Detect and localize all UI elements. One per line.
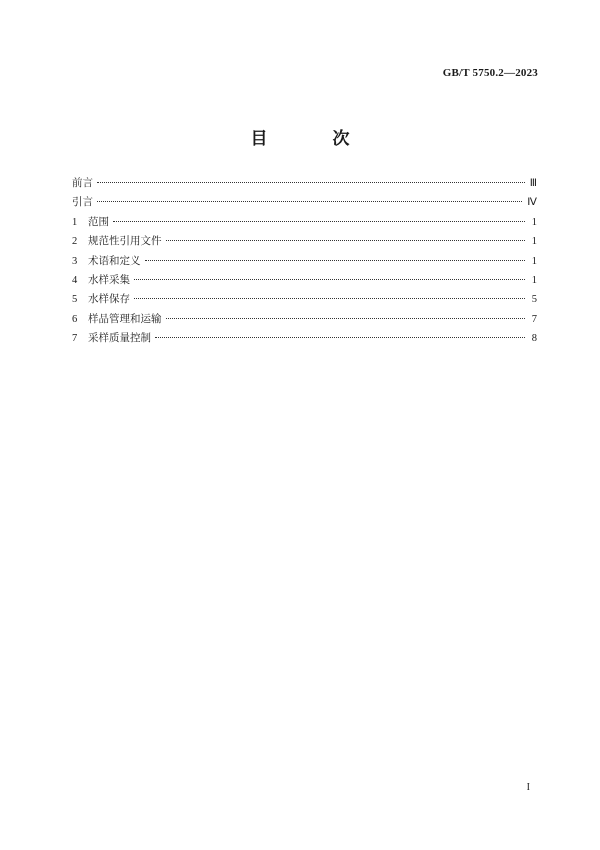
toc-leader-dots (97, 201, 522, 202)
toc-entry-foreword[interactable] (72, 174, 537, 193)
toc-entry-5[interactable] (72, 290, 537, 309)
toc-entry-page: 1 (531, 255, 537, 267)
toc-entry-number: 7 (72, 333, 78, 345)
toc-entry-page: 1 (531, 216, 537, 228)
toc-entry-number: 1 (72, 216, 78, 228)
table-of-contents (72, 174, 537, 349)
toc-leader-dots (166, 318, 526, 319)
toc-entry-number: 5 (72, 294, 78, 306)
toc-entry-3[interactable] (72, 252, 537, 271)
standard-code: GB/T 5750.2—2023 (442, 67, 538, 79)
toc-entry-page: 1 (531, 236, 537, 248)
toc-leader-dots (134, 298, 525, 299)
toc-entry-number: 3 (72, 255, 78, 267)
toc-entry-page: Ⅲ (529, 178, 537, 189)
toc-entry-text: 样品管理和运输 (88, 312, 162, 325)
toc-leader-dots (134, 279, 525, 280)
toc-leader-dots (155, 337, 525, 338)
toc-entry-text: 引言 (72, 196, 93, 209)
page-number: I (526, 782, 530, 793)
toc-entry-introduction[interactable] (72, 193, 537, 212)
toc-entry-text: 采样质量控制 (88, 332, 151, 345)
toc-entry-text: 水样保存 (88, 293, 130, 306)
toc-entry-text: 范围 (88, 215, 109, 228)
toc-entry-6[interactable] (72, 310, 537, 329)
toc-entry-text: 水样采集 (88, 273, 130, 286)
toc-entry-page: Ⅳ (527, 197, 537, 209)
toc-entry-page: 1 (531, 274, 537, 286)
toc-entry-text: 术语和定义 (88, 254, 141, 267)
toc-entry-1[interactable] (72, 213, 537, 232)
toc-entry-text: 规范性引用文件 (88, 235, 162, 248)
toc-entry-4[interactable] (72, 271, 537, 290)
toc-leader-dots (113, 221, 525, 222)
toc-entry-page: 7 (531, 313, 537, 325)
toc-entry-number: 4 (72, 274, 78, 286)
toc-entry-page: 5 (531, 294, 537, 306)
toc-entry-page: 8 (531, 333, 537, 345)
toc-entry-text: 前言 (72, 177, 93, 189)
toc-entry-number: 2 (72, 236, 78, 248)
toc-leader-dots (145, 260, 526, 261)
page-title: 目 次 (250, 129, 374, 149)
toc-entry-2[interactable] (72, 232, 537, 251)
toc-entry-7[interactable] (72, 329, 537, 348)
toc-leader-dots (97, 182, 525, 183)
toc-leader-dots (166, 240, 526, 241)
toc-entry-number: 6 (72, 313, 78, 325)
